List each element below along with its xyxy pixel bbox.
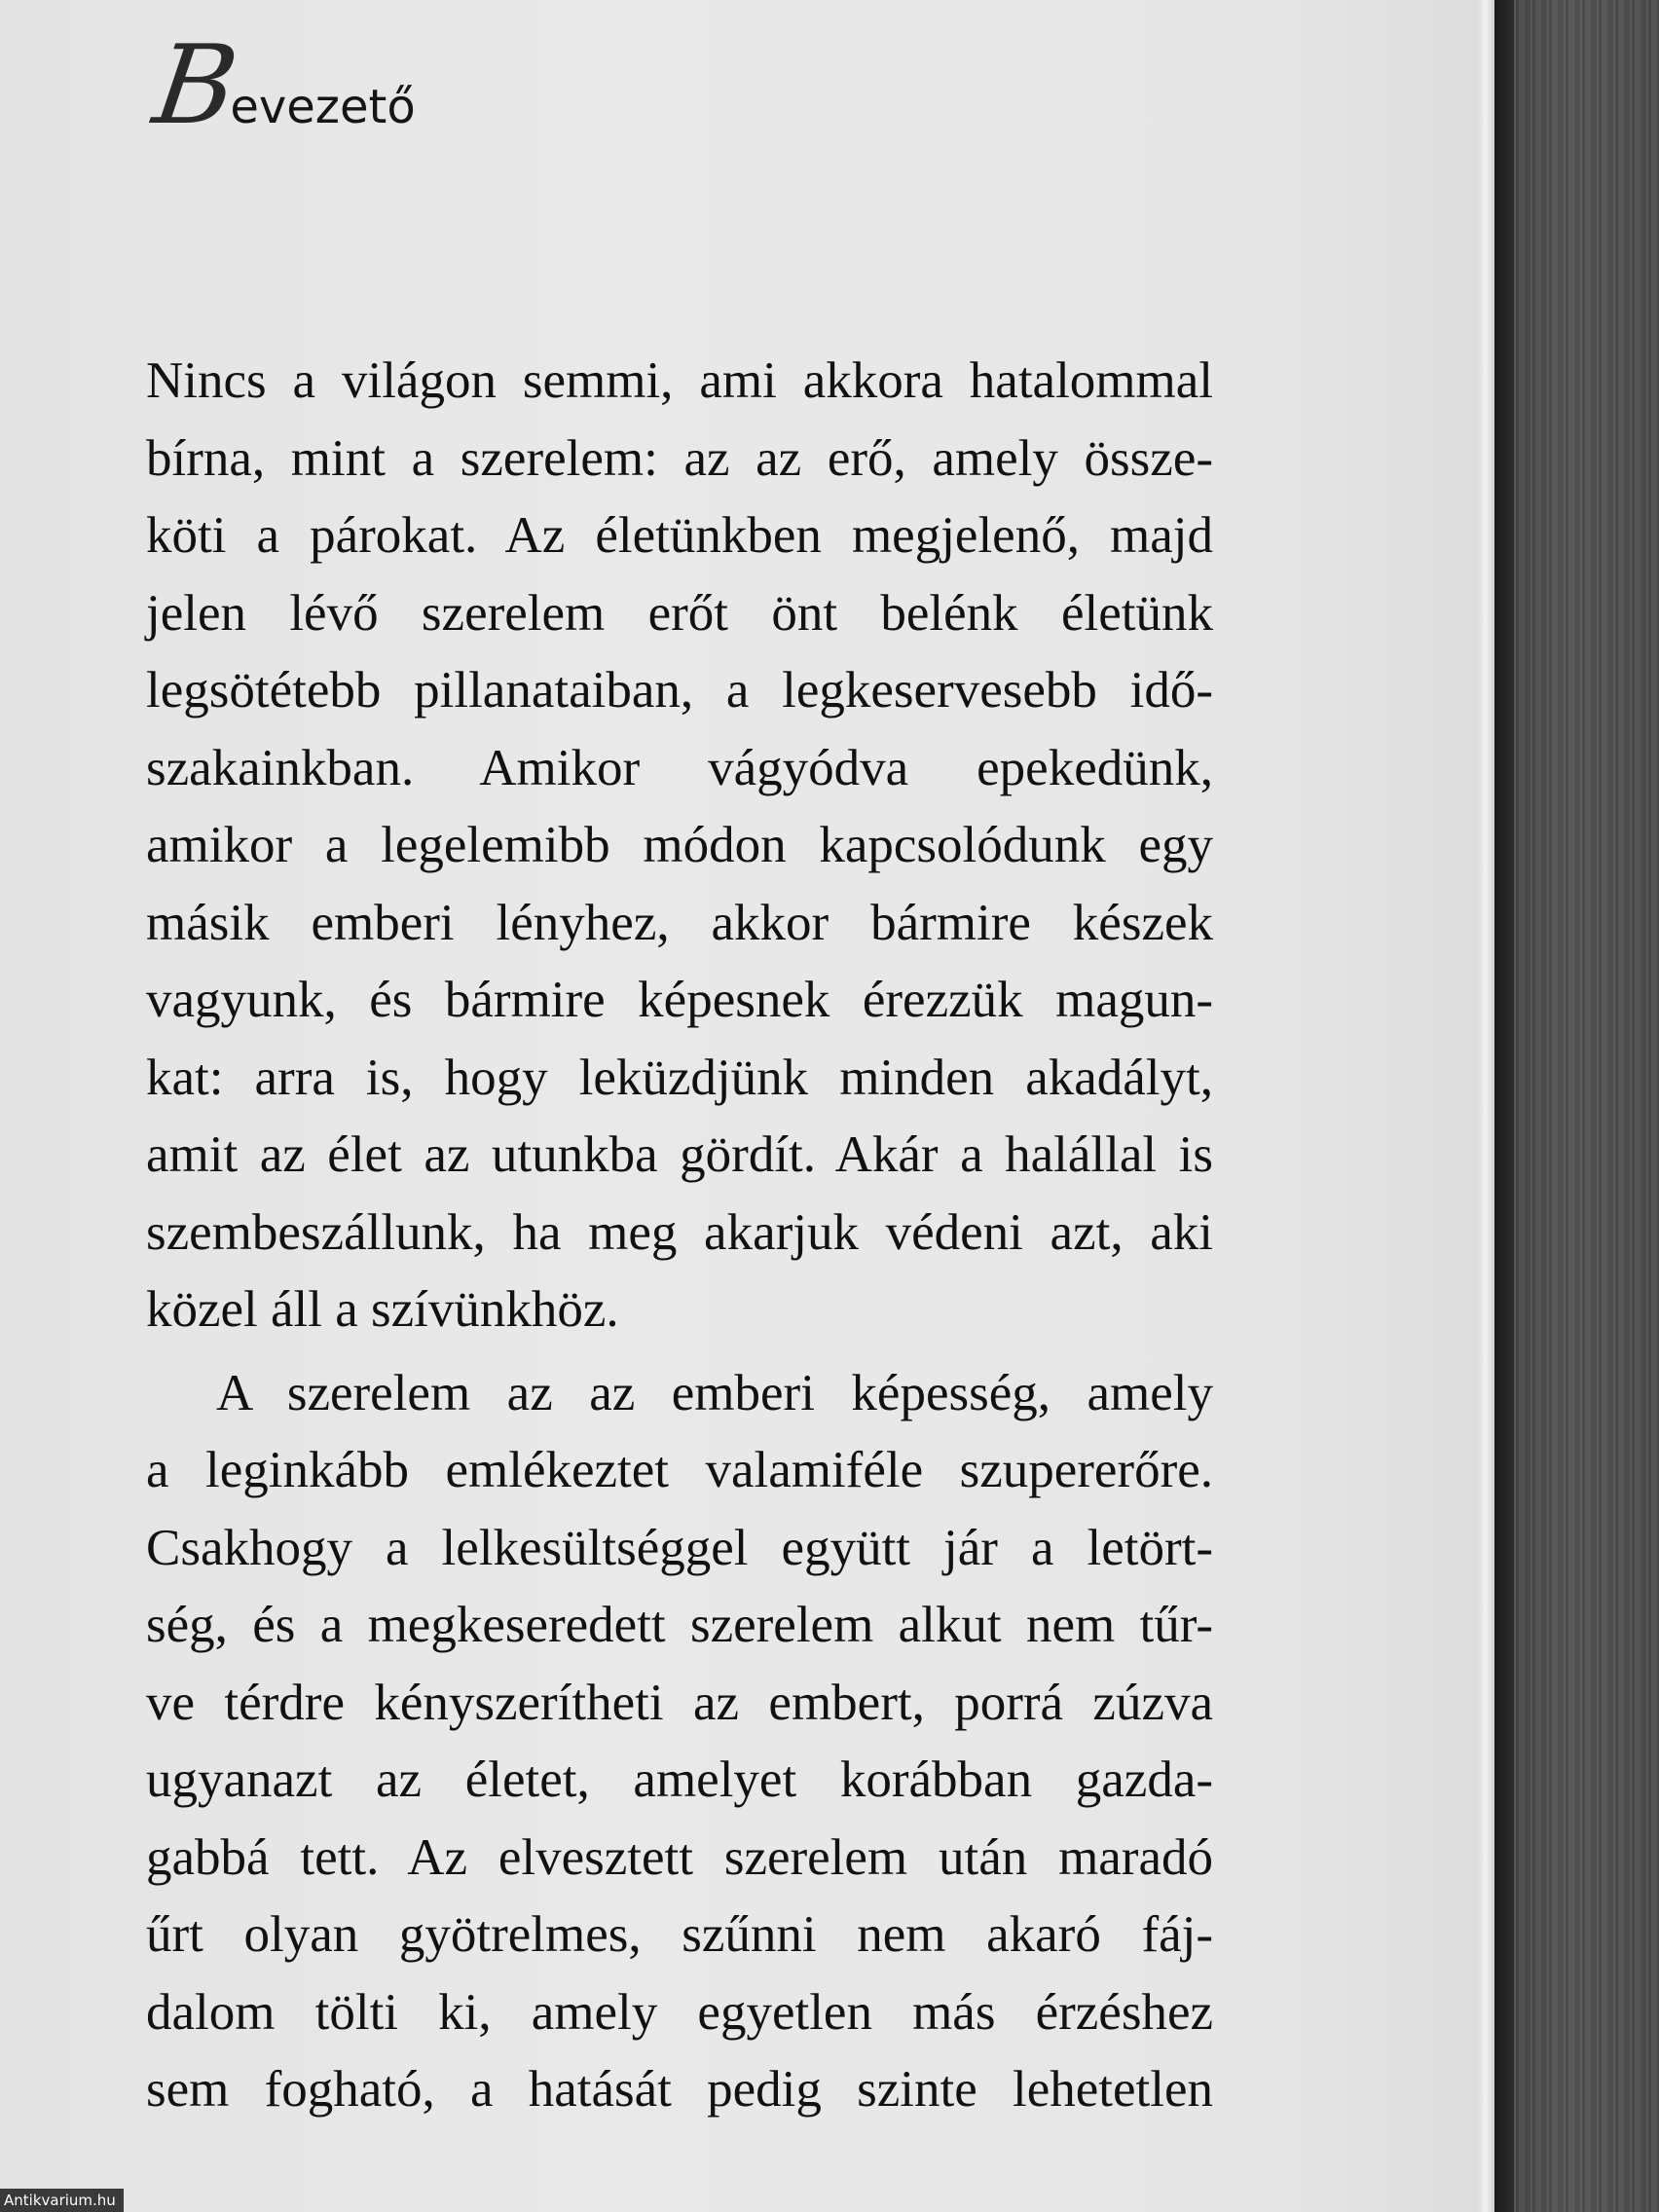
paragraph-2 (146, 1355, 1213, 2129)
text-line: köti a párokat. Az életünkben megjelenő, majd (146, 507, 1213, 564)
text-line: legsötétebb pillanataiban, a legkeservesebb idő- (146, 662, 1213, 719)
heading-rest: evezető (230, 80, 416, 134)
text-line: űrt olyan gyötrelmes, szűnni nem akaró fáj- (146, 1906, 1213, 1963)
wooden-surface (1514, 0, 1659, 2212)
text-line: jelen lévő szerelem erőt önt belénk életünk (146, 584, 1213, 642)
text-line: ve térdre kényszerítheti az embert, porrá zúzva (146, 1674, 1213, 1731)
text-line: kat: arra is, hogy leküzdjünk minden akadályt, (146, 1049, 1213, 1106)
text-line: vagyunk, és bármire képesnek érezzük magun- (146, 972, 1213, 1028)
text-line: bírna, mint a szerelem: az az erő, amely össze- (146, 429, 1213, 487)
chapter-heading (146, 22, 416, 149)
text-line: ugyanazt az életet, amelyet korábban gazda- (146, 1751, 1213, 1808)
text-line: a leginkább emlékeztet valamiféle szupererőre. (146, 1442, 1213, 1498)
watermark-label: Antikvarium.hu (0, 2189, 124, 2212)
text-line: amit az élet az utunkba gördít. Akár a halállal is (146, 1126, 1213, 1183)
page-shadow (1494, 0, 1514, 2212)
text-line: gabbá tett. Az elvesztett szerelem után maradó (146, 1828, 1213, 1886)
paragraph-1 (146, 343, 1213, 1349)
text-line: szembeszállunk, ha meg akarjuk védeni azt, aki (146, 1203, 1213, 1261)
text-line: Csakhogy a lelkesültséggel együtt jár a letört- (146, 1519, 1213, 1576)
text-line: másik emberi lényhez, akkor bármire készek (146, 894, 1213, 951)
text-line: amikor a legelemibb módon kapcsolódunk egy (146, 817, 1213, 873)
body-text (146, 343, 1213, 2129)
text-line: A szerelem az az emberi képesség, amely (216, 1364, 1213, 1421)
text-line: szakainkban. Amikor vágyódva epekedünk, (146, 739, 1213, 796)
text-line: dalom tölti ki, amely egyetlen más érzéshez (146, 1983, 1213, 2041)
text-line: Nincs a világon semmi, ami akkora hatalommal (146, 352, 1213, 409)
page-edge (1478, 0, 1494, 2212)
text-line: sem fogható, a hatását pedig szinte lehetetlen (146, 2061, 1213, 2118)
text-line: ség, és a megkeseredett szerelem alkut nem tűr- (146, 1597, 1213, 1653)
text-line: közel áll a szívünkhöz. (146, 1281, 619, 1338)
heading-initial: B (146, 22, 245, 149)
